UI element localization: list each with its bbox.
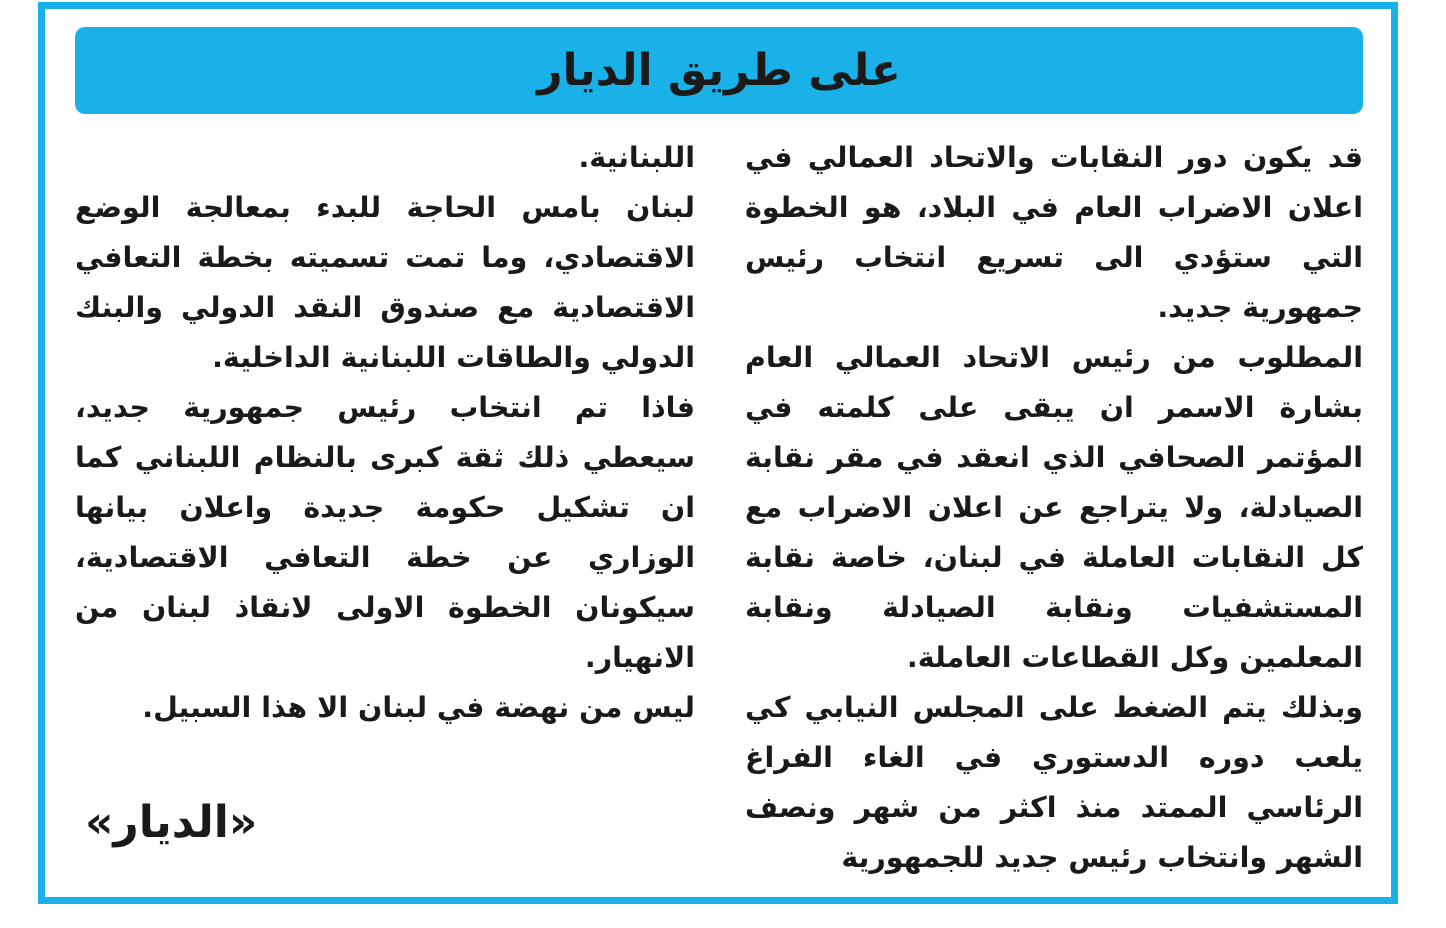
article-frame bbox=[38, 2, 1398, 904]
article-title: على طريق الديار bbox=[537, 44, 901, 96]
paragraph: لبنان بامس الحاجة للبدء بمعالجة الوضع الاقتصادي، وما تمت تسميته بخطة التعافي الاقتصادية مع صندوق النقد الدولي والبنك الدولي والطاقات اللبنانية الداخلية. bbox=[75, 191, 695, 374]
paragraph: اللبنانية. bbox=[578, 141, 695, 174]
title-banner bbox=[75, 27, 1363, 114]
signature: «الديار» bbox=[85, 797, 258, 848]
paragraph: قد يكون دور النقابات والاتحاد العمالي في اعلان الاضراب العام في البلاد، هو الخطوة التي ستؤدي الى تسريع انتخاب رئيس جمهورية جديد. bbox=[745, 141, 1363, 324]
paragraph: وبذلك يتم الضغط على المجلس النيابي كي يلعب دوره الدستوري في الغاء الفراغ الرئاسي الممتد منذ اكثر من شهر ونصف الشهر وانتخاب رئيس جديد للجمهورية bbox=[745, 691, 1363, 874]
paragraph: ليس من نهضة في لبنان الا هذا السبيل. bbox=[142, 691, 695, 724]
paragraph: فاذا تم انتخاب رئيس جمهورية جديد، سيعطي ذلك ثقة كبرى بالنظام اللبناني كما ان تشكيل حكومة جديدة واعلان بيانها الوزاري عن خطة التعافي الاقتصادية، سيكونان الخطوة الاولى لانقاذ لبنان من الانهيار. bbox=[75, 391, 695, 674]
right-column bbox=[745, 133, 1363, 883]
left-column bbox=[75, 133, 695, 733]
paragraph: المطلوب من رئيس الاتحاد العمالي العام بشارة الاسمر ان يبقى على كلمته في المؤتمر الصحافي الذي انعقد في مقر نقابة الصيادلة، ولا يتراجع عن اعلان الاضراب مع كل النقابات العاملة في لبنان، خاصة نقابة المستشفيات ونقابة الصيادلة ونقابة المعلمين وكل القطاعات العاملة. bbox=[745, 341, 1363, 674]
